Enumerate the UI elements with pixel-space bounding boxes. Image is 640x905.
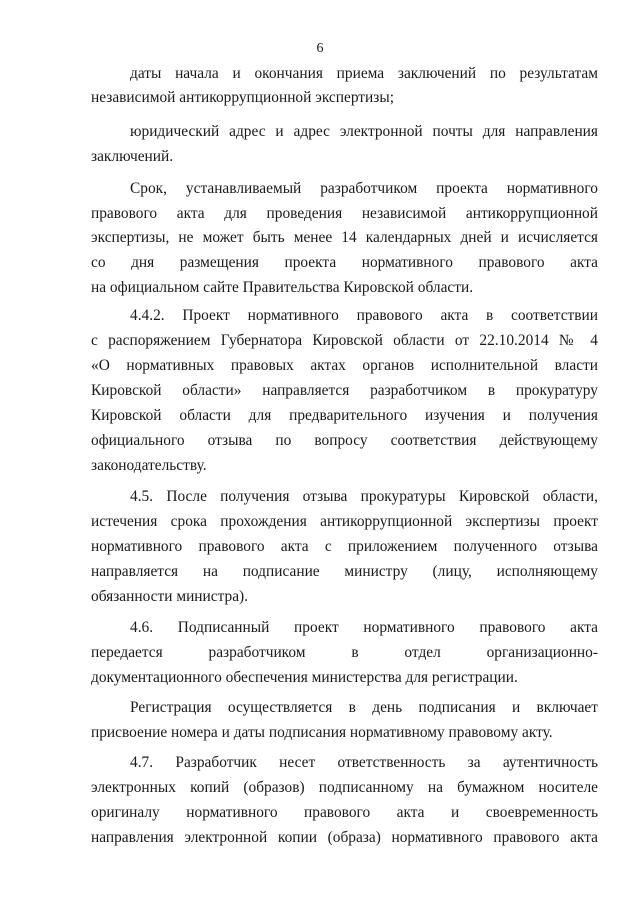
text-line: 4.4.2. Проект нормативного правового акта в соответствии [130,307,598,324]
text-line: обязанности министра). [91,588,249,605]
text-line: официального отзыва по вопросу соответствия действующему [91,432,598,449]
text-line: экспертизы, не может быть менее 14 календарных дней и исчисляется [91,229,598,246]
text-line: с распоряжением Губернатора Кировской области от 22.10.2014 № 4 [91,332,598,349]
text-line: юридический адрес и адрес электронной почты для направления [130,123,598,140]
text-line: даты начала и окончания приема заключений по результатам [130,65,598,82]
text-line: Кировской области» направляется разработчиком в прокуратуру [91,382,598,399]
text-line: «О нормативных правовых актах органов исполнительной власти [91,357,598,374]
text-line: истечения срока прохождения антикоррупционной экспертизы проект [91,513,598,530]
text-line: на официальном сайте Правительства Кировской области. [91,279,474,296]
text-line: 4.7. Разработчик несет ответственность за аутентичность [130,754,598,771]
text-line: со дня размещения проекта нормативного правового акта [91,254,598,271]
text-line: электронных копий (образов) подписанному на бумажном носителе [91,779,598,796]
text-line: присвоение номера и даты подписания нормативному правовому акту. [91,724,553,741]
text-line: независимой антикоррупционной экспертизы; [91,89,394,106]
text-line: Срок, устанавливаемый разработчиком проекта нормативного [130,180,598,197]
page-number: 6 [316,41,324,56]
text-line: документационного обеспечения министерства для регистрации. [91,669,518,686]
text-line: Регистрация осуществляется в день подписания и включает [130,699,598,716]
text-line: законодательству. [91,457,207,474]
text-line: заключений. [91,148,174,165]
text-line: передается разработчиком в отдел организационно- [91,644,598,661]
text-line: 4.5. После получения отзыва прокуратуры Кировской области, [130,488,598,505]
text-line: 4.6. Подписанный проект нормативного правового акта [130,619,598,636]
text-line: направления электронной копии (образа) нормативного правового акта [91,829,598,846]
text-line: направляется на подписание министру (лицу, исполняющему [91,563,598,580]
text-line: оригиналу нормативного правового акта и своевременность [91,804,598,821]
text-line: Кировской области для предварительного изучения и получения [91,407,598,424]
text-line: правового акта для проведения независимой антикоррупционной [91,205,598,222]
text-line: нормативного правового акта с приложением полученного отзыва [91,538,598,555]
